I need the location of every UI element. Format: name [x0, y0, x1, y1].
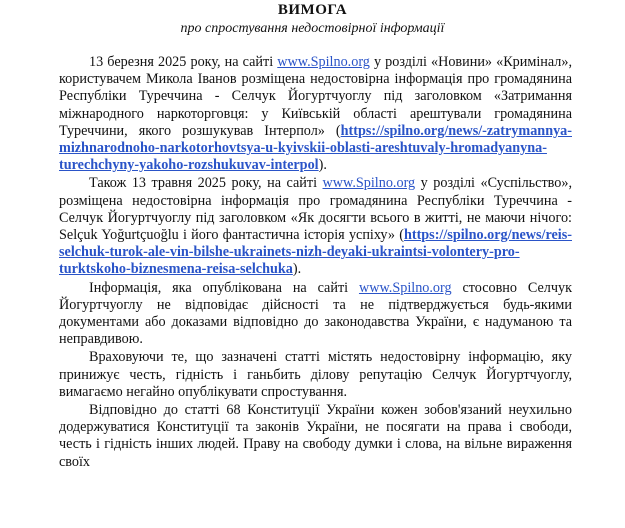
paragraph-1	[59, 54, 572, 174]
paragraph-3-text-a: Інформація, яка опублікована на сайті	[89, 279, 359, 296]
paragraph-2-text-c: ).	[292, 261, 302, 278]
paragraph-4: Враховуючи те, що зазначені статті містять недостовірну інформацію, яку принижує честь, гідність і ганьбить ділову репутацію Селчук Йогуртчуоглу, вимагаємо негайно опублікувати спростування.	[59, 349, 572, 400]
document-subtitle: про спростування недостовірної інформації	[180, 21, 445, 36]
site-link-2[interactable]: www.Spilno.org	[322, 175, 416, 192]
site-link-1[interactable]: www.Spilno.org	[277, 54, 370, 70]
article-link-1[interactable]: https://spilno.org/news/-zatrymannya-mizhnarodnoho-narkotorhovtsya-u-kyivskii-oblasti-areshtuvaly-hromadyanyna-turechchyny-yakoho-rozshukuvav-interpol	[59, 122, 572, 174]
paragraph-5: Відповідно до статті 68 Конституції України кожен зобов'язаний неухильно додержуватися Конституції та законів України, не посягати на права і свободи, честь і гідність інших людей. Праву на свободу думки і слова, на вільне вираження своїх	[59, 402, 572, 470]
paragraph-1-text-c: ).	[318, 157, 327, 174]
document-body	[59, 54, 572, 472]
paragraph-2	[59, 175, 572, 278]
paragraph-3-text-b: стосовно Селчук Йогуртчуоглу не відповідає дійсності та не підтверджується будь-якими документами або доказами відповідно до законодавства України, є надуманою та неправдивою.	[59, 279, 573, 348]
paragraph-2-text-a: Також 13 травня 2025 року, на сайті	[89, 175, 323, 192]
paragraph-1-text-a: 13 березня 2025 року, на сайті	[89, 54, 278, 70]
paragraph-2-text-b: у розділі «Суспільство», розміщена недостовірна інформація про громадянина Республіки Туреччина - Селчук Йогуртчуоглу під заголовком «Як досягти всього в житті, не маючи нічого: Selçuk Yoğurtçuoğlu і його фантастична історія успіху» (	[59, 175, 572, 244]
article-link-2[interactable]: https://spilno.org/news/reis-selchuk-turok-ale-vin-bilshe-ukrainets-nizh-deyaki-ukraintsi-volontery-pro-turktskoho-biznesmena-reisa-selchuka	[59, 227, 572, 278]
paragraph-3	[59, 280, 572, 349]
document-title: ВИМОГА	[277, 2, 348, 18]
paragraph-1-text-b: у розділі «Новини» «Кримінал», користувачем Микола Іванов розміщена недостовірна інформація про громадянина Республіки Туреччина - Селчук Йогуртчуоглу під заголовком «Затримання міжнародного наркоторговця: у Київській області арештували громадянина Туреччини, якого розшукував Інтерпол» (	[59, 54, 572, 139]
site-link-3[interactable]: www.Spilno.org	[358, 279, 452, 296]
